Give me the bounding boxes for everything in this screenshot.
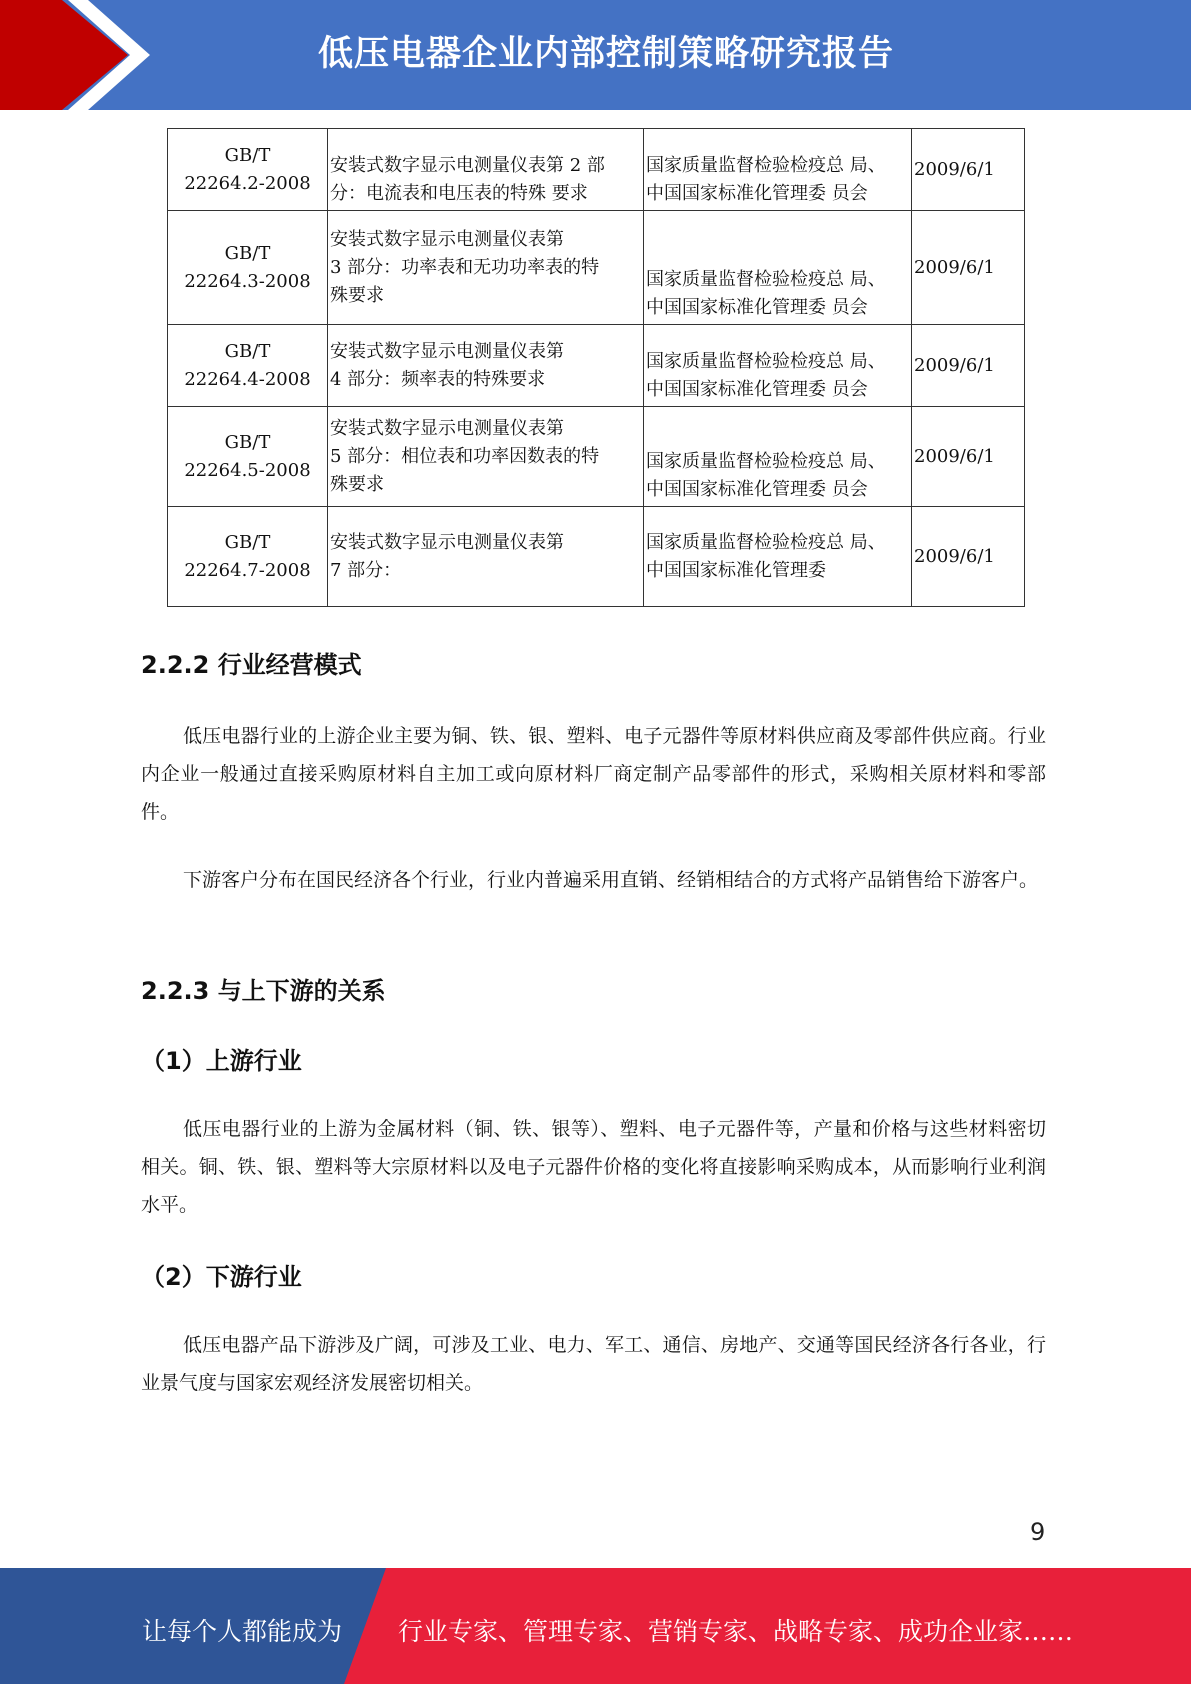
page-header	[0, 0, 1191, 110]
section-heading-2-2-3: 2.2.3 与上下游的关系	[141, 977, 386, 1005]
paragraph: 低压电器行业的上游为金属材料（铜、铁、银等）、塑料、电子元器件等，产量和价格与这些材料密切相关。铜、铁、银、塑料等大宗原材料以及电子元器件价格的变化将直接影响采购成本，从而影响行业利润水平。	[141, 1118, 1046, 1216]
standard-name-cell: 安装式数字显示电测量仪表第 4 部分：频率表的特殊要求	[328, 325, 644, 407]
standard-date-cell: 2009/6/1	[912, 129, 1025, 211]
standard-name-cell: 安装式数字显示电测量仪表第 7 部分：	[328, 507, 644, 607]
table-row	[168, 507, 1025, 607]
header-arrow-icon	[0, 0, 160, 110]
standard-org-cell: 国家质量监督检验检疫总 局、 中国国家标准化管理委 员会	[644, 407, 912, 507]
header-title: 低压电器企业内部控制策略研究报告	[318, 34, 895, 74]
standard-code-cell: GB/T 22264.3-2008	[168, 211, 328, 325]
standard-code-cell: GB/T 22264.4-2008	[168, 325, 328, 407]
standard-name-cell: 安装式数字显示电测量仪表第 3 部分：功率表和无功功率表的特 殊要求	[328, 211, 644, 325]
standard-code-cell: GB/T 22264.7-2008	[168, 507, 328, 607]
standard-org-cell: 国家质量监督检验检疫总 局、 中国国家标准化管理委 员会	[644, 211, 912, 325]
subheading-downstream: （2）下游行业	[141, 1263, 302, 1291]
standard-date-cell: 2009/6/1	[912, 325, 1025, 407]
standard-name-cell: 安装式数字显示电测量仪表第 2 部 分：电流表和电压表的特殊 要求	[328, 129, 644, 211]
table-row	[168, 325, 1025, 407]
paragraph: 低压电器产品下游涉及广阔，可涉及工业、电力、军工、通信、房地产、交通等国民经济各行各业，行业景气度与国家宏观经济发展密切相关。	[141, 1334, 1046, 1394]
standard-org-cell: 国家质量监督检验检疫总 局、 中国国家标准化管理委 员会	[644, 129, 912, 211]
section-heading-2-2-2: 2.2.2 行业经营模式	[141, 651, 362, 679]
footer-slogan-left: 让每个人都能成为	[142, 1617, 343, 1646]
standard-org-cell: 国家质量监督检验检疫总 局、 中国国家标准化管理委 员会	[644, 325, 912, 407]
standard-date-cell: 2009/6/1	[912, 507, 1025, 607]
standard-name-cell: 安装式数字显示电测量仪表第 5 部分：相位表和功率因数表的特 殊要求	[328, 407, 644, 507]
standard-org-cell: 国家质量监督检验检疫总 局、 中国国家标准化管理委	[644, 507, 912, 607]
table-row	[168, 407, 1025, 507]
standards-table	[167, 128, 1025, 607]
paragraph: 低压电器行业的上游企业主要为铜、铁、银、塑料、电子元器件等原材料供应商及零部件供应商。行业内企业一般通过直接采购原材料自主加工或向原材料厂商定制产品零部件的形式，采购相关原材料和零部件。	[141, 725, 1046, 823]
table-row	[168, 129, 1025, 211]
page-footer	[0, 1568, 1191, 1684]
standard-date-cell: 2009/6/1	[912, 407, 1025, 507]
page-number: 9	[1030, 1518, 1046, 1546]
subheading-upstream: （1）上游行业	[141, 1047, 302, 1075]
standard-date-cell: 2009/6/1	[912, 211, 1025, 325]
table-row	[168, 211, 1025, 325]
standard-code-cell: GB/T 22264.2-2008	[168, 129, 328, 211]
paragraph: 下游客户分布在国民经济各个行业，行业内普遍采用直销、经销相结合的方式将产品销售给下游客户。	[183, 869, 1039, 891]
standard-code-cell: GB/T 22264.5-2008	[168, 407, 328, 507]
footer-slogan-right: 行业专家、管理专家、营销专家、战略专家、成功企业家……	[398, 1617, 1074, 1646]
